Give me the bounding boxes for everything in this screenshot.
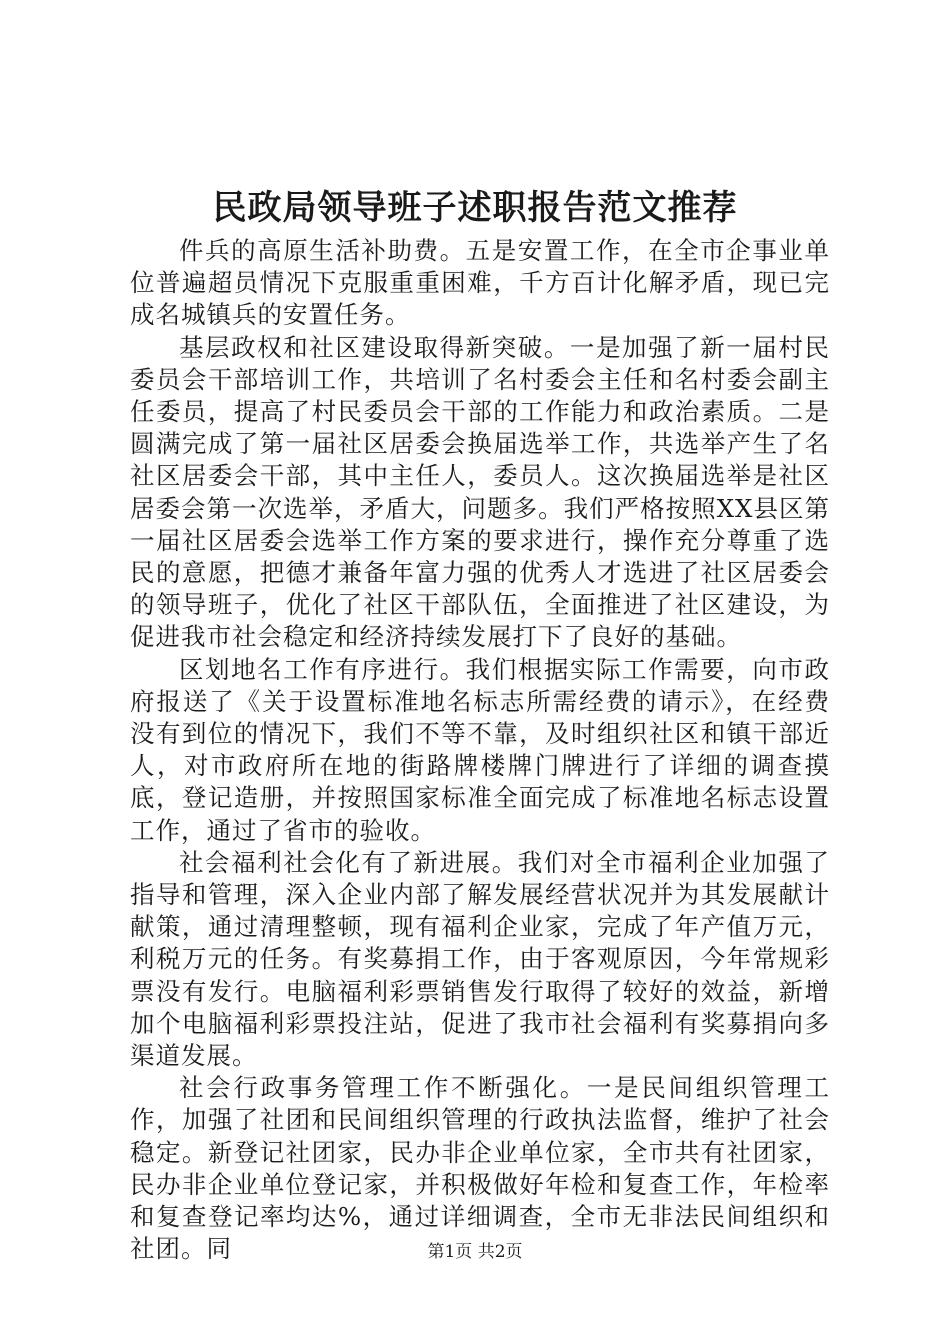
paragraph-social-welfare: 社会福利社会化有了新进展。我们对全市福利企业加强了指导和管理，深入企业内部了解发展经营状况并为其发展献计献策，通过清理整顿，现有福利企业家，完成了年产值万元，利税万元的任务。有奖募捐工作，由于客观原因，今年常规彩票没有发行。电脑福利彩票销售发行取得了较好的效益，新增加个电脑福利彩票投注站，促进了我市社会福利有奖募捐向多渠道发展。 — [130, 847, 830, 1071]
document-title: 民政局领导班子述职报告范文推荐 — [212, 188, 738, 228]
document-body — [130, 235, 830, 1266]
paragraph-administration: 社会行政事务管理工作不断强化。一是民间组织管理工作，加强了社团和民间组织管理的行政执法监督，维护了社会稳定。新登记社团家，民办非企业单位家，全市共有社团家，民办非企业单位登记家，并积极做好年检和复查工作，年检率和复查登记率均达%，通过详细调查，全市无非法民间组织和社团。同 — [130, 1073, 830, 1264]
paragraph-place-names: 区划地名工作有序进行。我们根据实际工作需要，向市政府报送了《关于设置标准地名标志所需经费的请示》，在经费没有到位的情况下，我们不等不靠，及时组织社区和镇干部近人，对市政府所在地的街路牌楼牌门牌进行了详细的调查摸底，登记造册，并按照国家标准全面完成了标准地名标志设置工作，通过了省市的验收。 — [130, 654, 830, 845]
paragraph-resettlement: 件兵的高原生活补助费。五是安置工作，在全市企事业单位普遍超员情况下克服重重困难，千方百计化解矛盾，现已完成名城镇兵的安置任务。 — [130, 236, 830, 330]
paragraph-grassroots: 基层政权和社区建设取得新突破。一是加强了新一届村民委员会干部培训工作，共培训了名村委会主任和名村委会副主任委员，提高了村民委员会干部的工作能力和政治素质。二是圆满完成了第一届社区居委会换届选举工作，共选举产生了名社区居委会干部，其中主任人，委员人。这次换届选举是社区居委会第一次选举，矛盾大，问题多。我们严格按照XX县区第一届社区居委会选举工作方案的要求进行，操作充分尊重了选民的意愿，把德才兼备年富力强的优秀人才选进了社区居委会的领导班子，优化了社区干部队伍，全面推进了社区建设，为促进我市社会稳定和经济持续发展打下了良好的基础。 — [130, 332, 830, 652]
page-footer: 第1页 共2页 — [427, 1242, 523, 1262]
